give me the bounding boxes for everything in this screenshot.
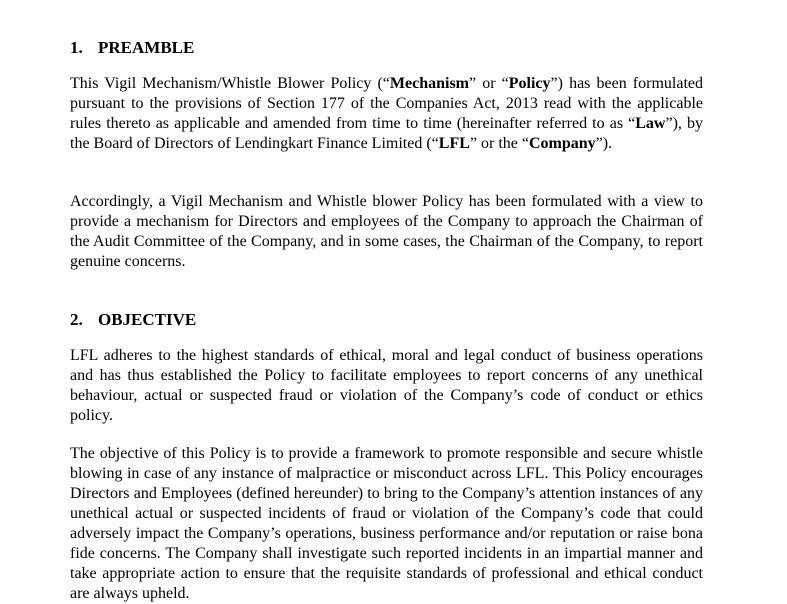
text-run: The objective of this Policy is to provide a framework to promote responsible and secure whistle blowing in case of any instance of malpractice or misconduct across LFL. This Policy encourages Directors and Employees (defined hereunder) to bring to the Company’s attention instances of any unethical actual or suspected incidents of fraud or violation of the Company’s code that could adversely impact the Company’s operations, business performance and/or reputation or raise bona fide concerns. The Company shall investigate such reported incidents in an impartial manner and take appropriate action to ensure that the requisite standards of professional and ethical conduct are always upheld.	[70, 445, 703, 602]
defined-term: Company	[528, 135, 596, 152]
paragraph	[70, 192, 703, 272]
section-title: OBJECTIVE	[98, 310, 197, 329]
text-run: LFL adheres to the highest standards of ethical, moral and legal conduct of business operations and has thus established the Policy to facilitate employees to report concerns of any unethical behaviour, actual or suspected fraud or violation of the Company’s code of conduct or ethics policy.	[70, 347, 703, 424]
paragraph	[70, 346, 703, 426]
defined-term: Policy	[508, 75, 551, 92]
defined-term: LFL	[438, 135, 470, 152]
defined-term: Law	[635, 115, 666, 132]
section-title: PREAMBLE	[98, 38, 195, 57]
text-run: ”).	[595, 135, 613, 152]
text-run: This Vigil Mechanism/Whistle Blower Policy (“	[70, 75, 390, 92]
text-run: ” or “	[469, 75, 509, 92]
text-run: ”) has been formulated pursuant to the provisions of Section 177 of the Companies Act, 2013 read with the applicable rules thereto as applicable and amended from time to time (hereinafter referred to as “	[70, 75, 704, 132]
text-run: ” or the “	[469, 135, 529, 152]
paragraph	[70, 74, 703, 154]
section-number: 1.	[70, 38, 83, 57]
defined-term: Mechanism	[389, 75, 470, 92]
paragraph	[70, 444, 703, 604]
section-heading-preamble	[70, 38, 194, 58]
section-number: 2.	[70, 310, 83, 329]
section-heading-objective	[70, 310, 196, 330]
text-run: ”), by the Board of Directors of Lendingkart Finance Limited (“	[70, 115, 704, 152]
text-run: Accordingly, a Vigil Mechanism and Whistle blower Policy has been formulated with a view to provide a mechanism for Directors and employees of the Company to approach the Chairman of the Audit Committee of the Company, and in some cases, the Chairman of the Company, to report genuine concerns.	[70, 193, 703, 270]
